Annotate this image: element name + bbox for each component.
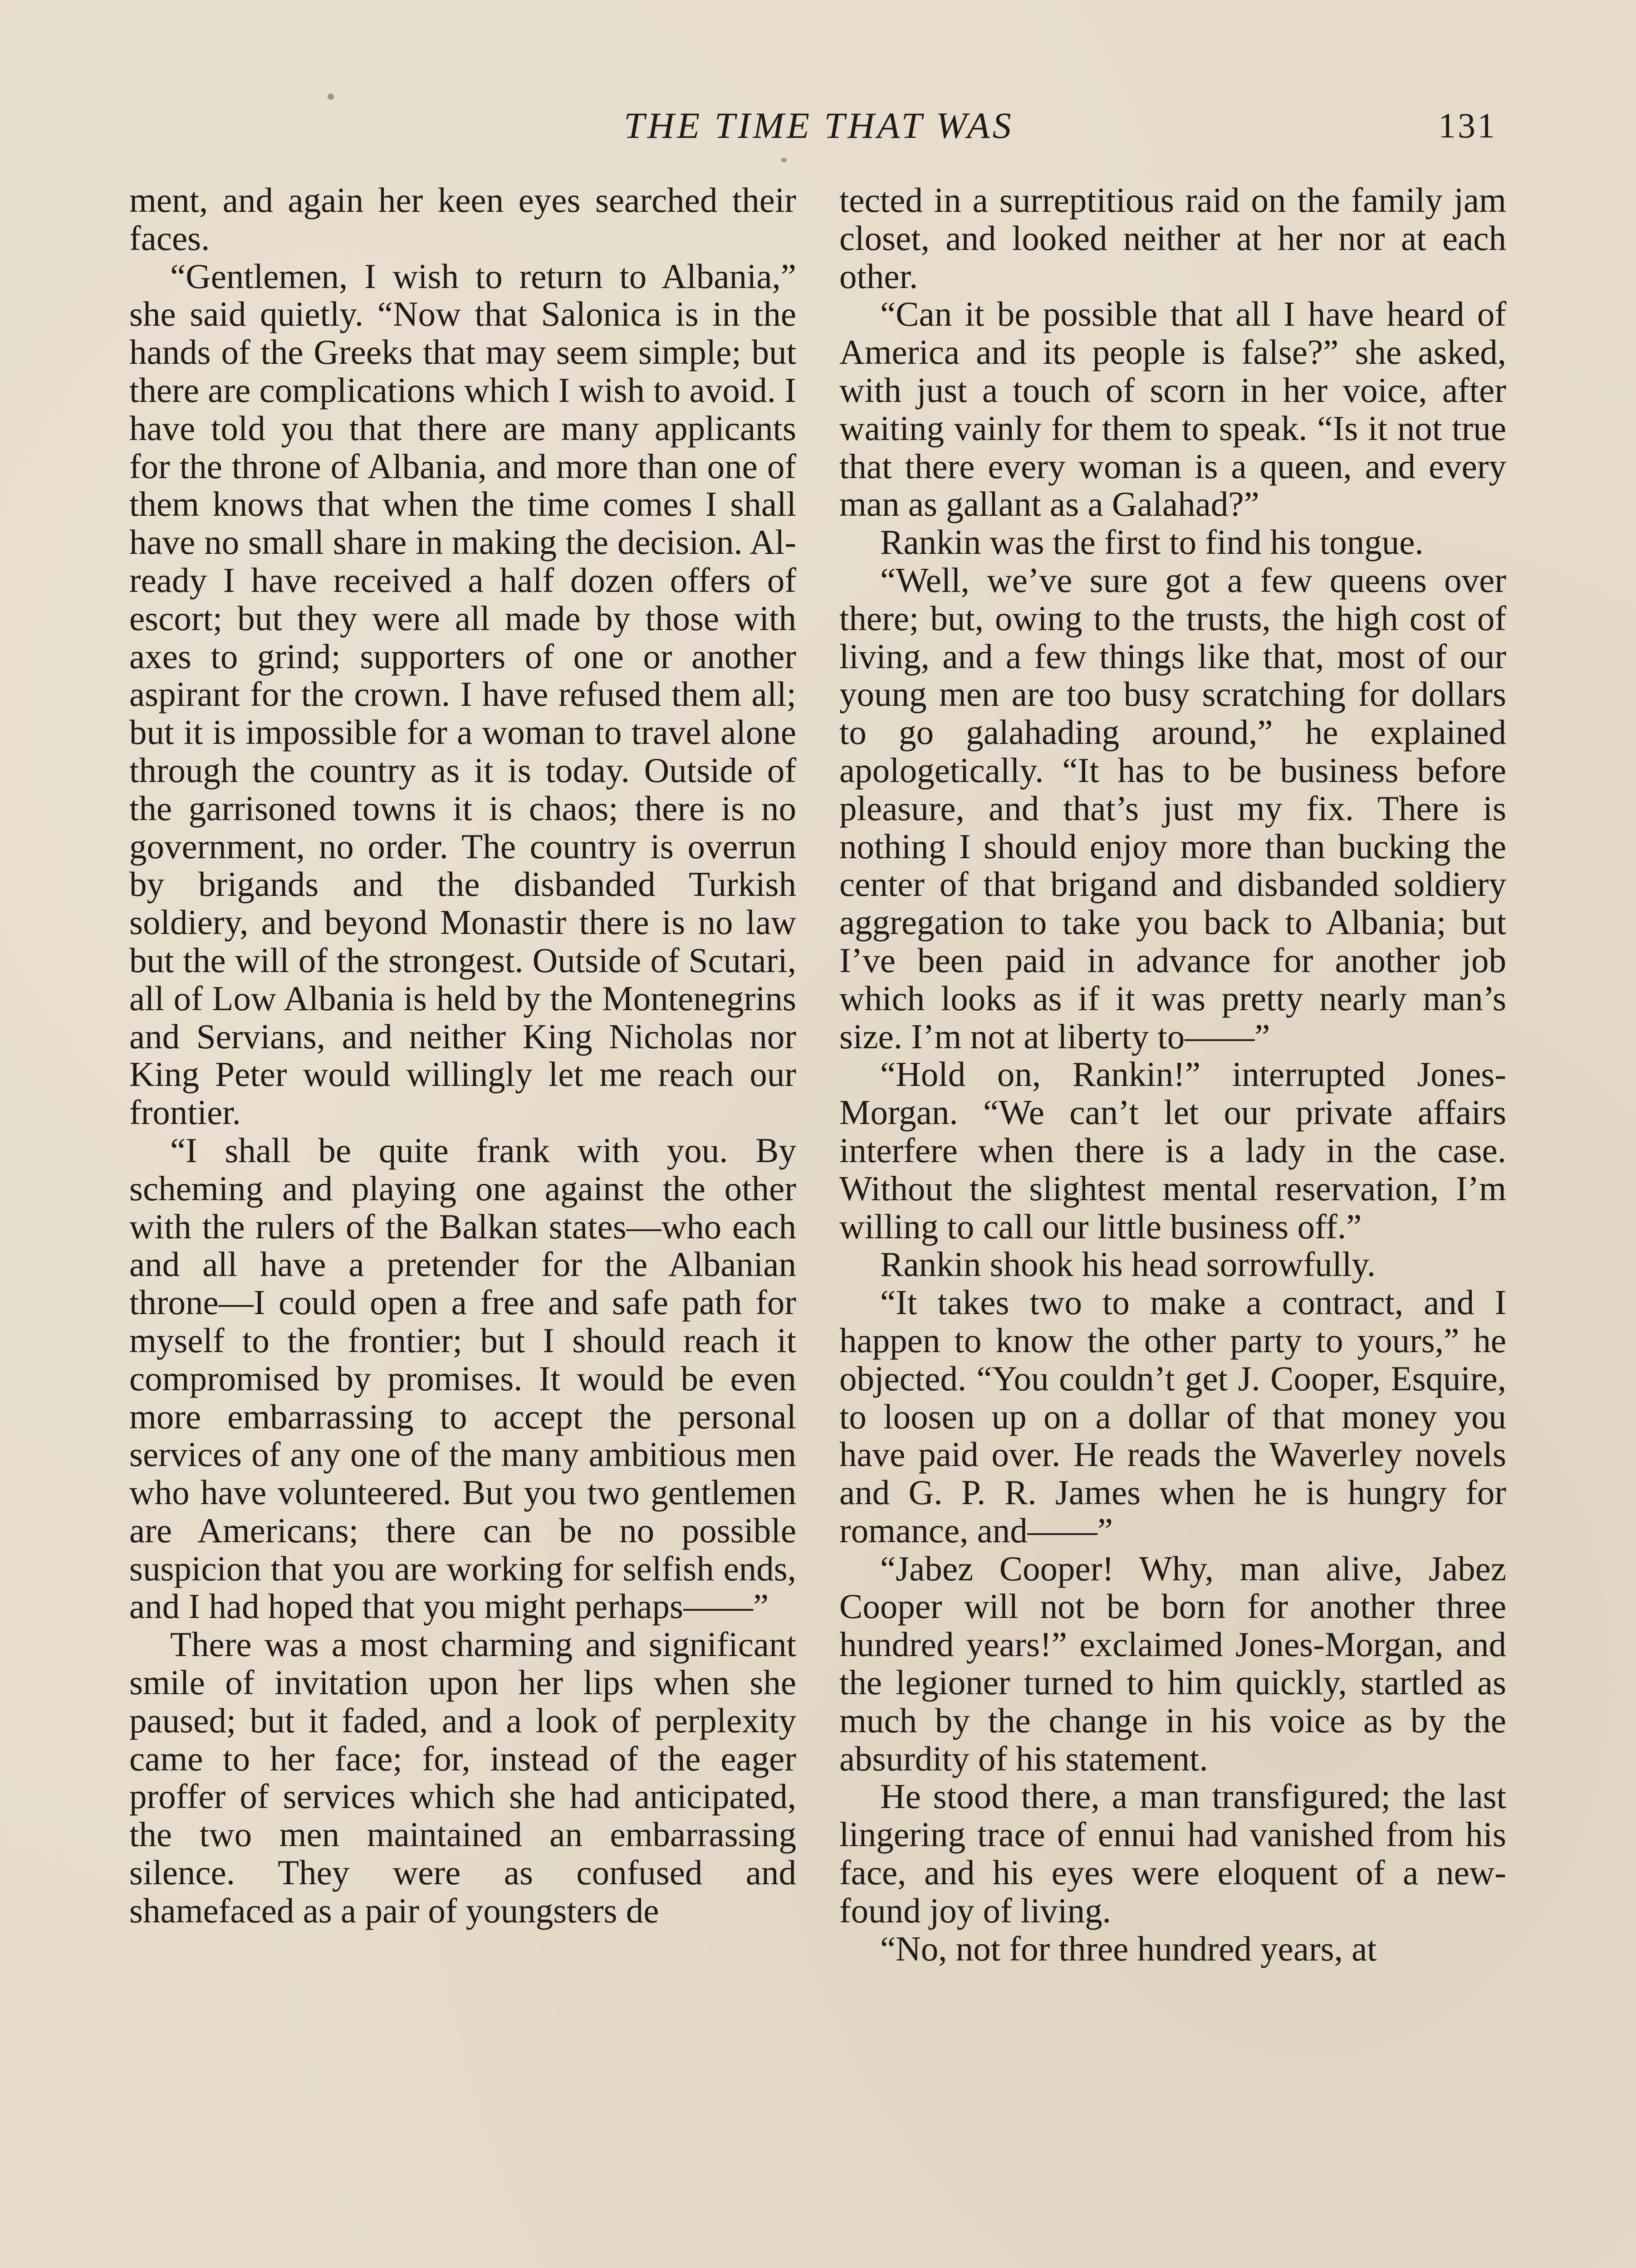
running-title: THE TIME THAT WAS [624,105,1014,146]
paragraph: “It takes two to make a contract, and I happen to know the other party to yours,” he objected. “You couldn’t get J. Cooper, Esquire, to loosen up on a dollar of that money you have paid over. He reads the Waverley novels and G. P. R. James when he is hungry for romance, and——” [839,1283,1506,1550]
paragraph: ment, and again her keen eyes searched their faces. [129,181,796,258]
paragraph: “Hold on, Rankin!” interrupted Jones-Morgan. “We can’t let our private affairs interfere when there is a lady in the case. Without the slightest mental reservation, I’m willing to call our little business off.” [839,1055,1506,1246]
paragraph: “Jabez Cooper! Why, man alive, Jabez Cooper will not be born for another three hundred years!” exclaimed Jones-Morgan, and the legioner turned to him quickly, startled as much by the change in his voice as by the absurdity of his statement. [839,1549,1506,1778]
paragraph: tected in a surreptitious raid on the family jam closet, and looked neither at her nor at each other. [839,181,1506,296]
paragraph: Rankin shook his head sorrowfully. [880,1245,1376,1284]
paragraph: There was a most charming and significant smile of invitation upon her lips when she paused; but it faded, and a look of perplexity came to her face; for, instead of the eager proffer of services which she had anticipated, the two men maintained an embarrassing silence. They were as confused and shamefaced as a pair of youngsters de [129,1625,796,1930]
paragraph: Rankin was the first to find his tongue. [880,523,1424,562]
page-header [0,101,1636,151]
paragraph: “Well, we’ve sure got a few queens over there; but, owing to the trusts, the high cost of living, and a few things like that, most of our young men are too busy scratching for dollars to go galahading around,” he explained apologetically. “It has to be business before pleasure, and that’s just my fix. There is nothing I should enjoy more than bucking the center of that brigand and disbanded soldiery aggregation to take you back to Albania; but I’ve been paid in advance for another job which looks as if it was pretty nearly man’s size. I’m not at liberty to——” [839,560,1506,1056]
right-column [839,181,1506,1968]
paragraph: He stood there, a man transfigured; the last lingering trace of ennui had vanished from his face, and his eyes were eloquent of a new-found joy of living. [839,1777,1506,1930]
print-speck [328,93,334,100]
paragraph: “No, not for three hundred years, at [880,1929,1377,1968]
page-number: 131 [1438,106,1497,145]
paragraph: “Can it be possible that all I have heard of America and its people is false?” she asked, with just a touch of scorn in her voice, after waiting vainly for them to speak. “Is it not true that there every woman is a queen, and every man as gallant as a Galahad?” [839,294,1506,524]
left-column [129,181,796,1930]
print-speck [781,158,787,162]
paragraph: “Gentlemen, I wish to return to Albania,” she said quietly. “Now that Salonica is in the hands of the Greeks that may seem simple; but there are complications which I wish to avoid. I have told you that there are many applicants for the throne of Albania, and more than one of them knows that when the time comes I shall have no small share in making the decision. Already I have received a half dozen offers of escort; but they were all made by those with axes to grind; supporters of one or another aspirant for the crown. I have refused them all; but it is impossible for a woman to travel alone through the country as it is today. Outside of the garrisoned towns it is chaos; there is no government, no order. The country is overrun by brigands and the disbanded Turkish soldiery, and beyond Monastir there is no law but the will of the strongest. Outside of Scutari, all of Low Albania is held by the Montenegrins and Servians, and neither King Nicholas nor King Peter would willingly let me reach our frontier. [129,256,796,1132]
paragraph: “I shall be quite frank with you. By scheming and playing one against the other with the rulers of the Balkan states—who each and all have a pretender for the Albanian throne—I could open a free and safe path for myself to the frontier; but I should reach it compromised by promises. It would be even more embarrassing to accept the personal services of any one of the many ambitious men who have volunteered. But you two gentlemen are Americans; there can be no possible suspicion that you are working for selfish ends, and I had hoped that you might perhaps——” [129,1130,796,1626]
